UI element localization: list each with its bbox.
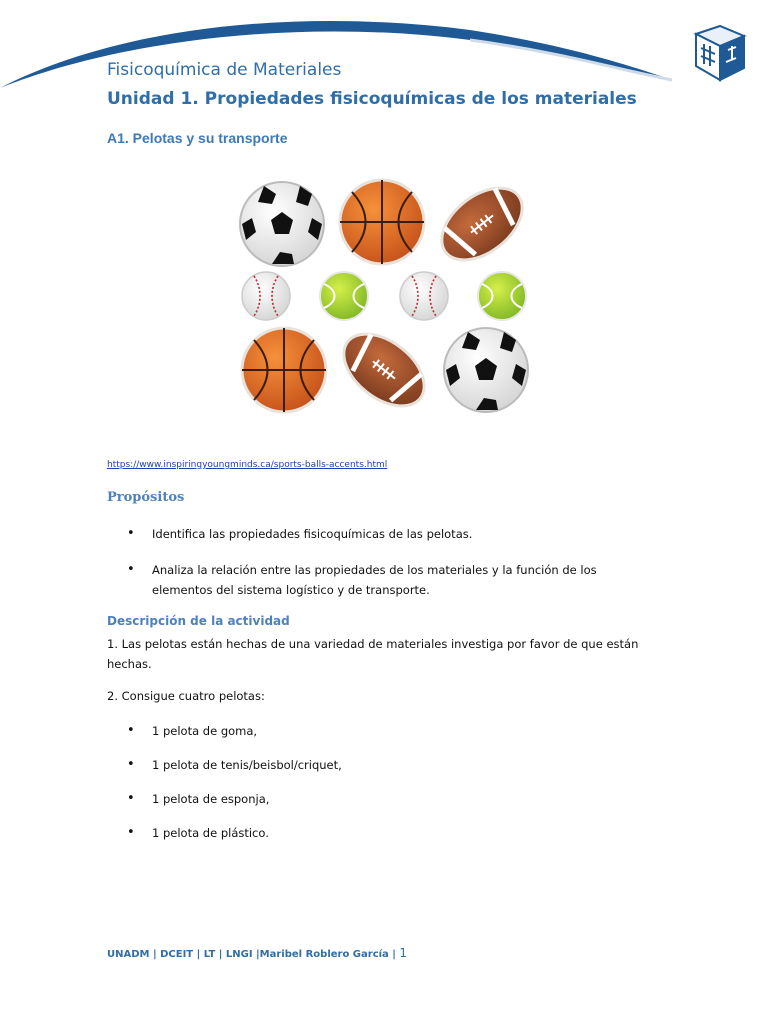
- purposes-heading: Propósitos: [107, 490, 185, 505]
- purposes-list: [107, 524, 647, 600]
- page-footer: [107, 946, 407, 960]
- basketball-icon: [340, 180, 424, 264]
- unadm-logo-icon: [692, 24, 748, 82]
- list-item: • 1 pelota de tenis/beisbol/criquet,: [107, 755, 647, 775]
- header-swoosh: [0, 0, 768, 100]
- baseball-icon: [400, 272, 448, 320]
- step-2-text: 2. Consigue cuatro pelotas:: [107, 689, 265, 703]
- page-number: 1: [399, 946, 408, 960]
- description-heading: Descripción de la actividad: [107, 614, 290, 628]
- baseball-icon: [242, 272, 290, 320]
- unit-title: Unidad 1. Propiedades fisicoquímicas de los materiales: [107, 89, 637, 109]
- sports-balls-image: [236, 178, 532, 418]
- soccer-ball-icon: [240, 182, 324, 266]
- basketball-icon: [242, 328, 326, 412]
- list-item: • 1 pelota de goma,: [107, 721, 647, 741]
- list-item: • 1 pelota de plástico.: [107, 823, 647, 843]
- source-link[interactable]: https://www.inspiringyoungminds.ca/sports-balls-accents.html: [107, 460, 388, 470]
- football-icon: [429, 178, 532, 274]
- soccer-ball-icon: [444, 328, 528, 412]
- tennis-ball-icon: [478, 272, 526, 320]
- footer-text: UNADM | DCEIT | LT | LNGI |Maribel Roblero García |: [107, 949, 396, 960]
- list-item: • Analiza la relación entre las propiedades de los materiales y la función de los elementos del sistema logístico y de transporte.: [107, 560, 647, 600]
- tennis-ball-icon: [320, 272, 368, 320]
- document-title: Fisicoquímica de Materiales: [107, 60, 342, 80]
- step-1-text: 1. Las pelotas están hechas de una variedad de materiales investiga por favor de que están hechas.: [107, 637, 639, 671]
- list-item: • Identifica las propiedades fisicoquímicas de las pelotas.: [107, 524, 647, 544]
- list-item: • 1 pelota de esponja,: [107, 789, 647, 809]
- football-icon: [331, 320, 438, 418]
- activity-title: A1. Pelotas y su transporte: [107, 130, 288, 146]
- balls-list: [107, 721, 647, 843]
